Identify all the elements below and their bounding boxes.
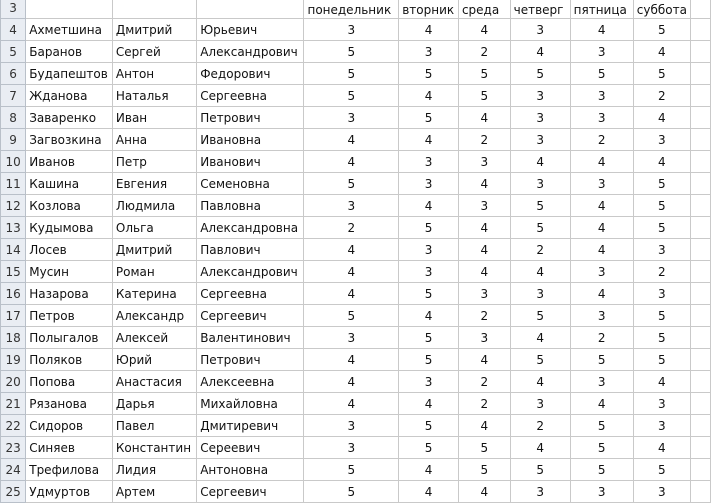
first-name-cell[interactable]: Дмитрий <box>112 19 196 41</box>
score-cell[interactable]: 4 <box>399 459 459 481</box>
score-cell[interactable]: 3 <box>399 371 459 393</box>
first-name-cell[interactable]: Лидия <box>112 459 196 481</box>
table-row <box>1 283 711 305</box>
score-cell[interactable]: 5 <box>458 437 510 459</box>
score-cell[interactable]: 5 <box>399 437 459 459</box>
table-row <box>1 195 711 217</box>
score-cell[interactable]: 4 <box>304 239 399 261</box>
table-row <box>1 349 711 371</box>
patronymic-cell[interactable]: Сергеевна <box>197 85 304 107</box>
score-cell[interactable]: 4 <box>458 349 510 371</box>
patronymic-cell[interactable]: Ивановна <box>197 129 304 151</box>
last-name-cell[interactable]: Заваренко <box>26 107 113 129</box>
table-row <box>1 239 711 261</box>
patronymic-cell[interactable]: Александровна <box>197 217 304 239</box>
score-cell[interactable]: 3 <box>570 371 633 393</box>
score-cell[interactable]: 2 <box>304 217 399 239</box>
score-cell[interactable]: 5 <box>458 459 510 481</box>
score-cell[interactable]: 2 <box>633 261 690 283</box>
first-name-cell[interactable]: Анна <box>112 129 196 151</box>
score-cell[interactable]: 5 <box>399 415 459 437</box>
last-name-cell[interactable]: Трефилова <box>26 459 113 481</box>
header-row <box>1 0 711 19</box>
first-name-cell[interactable]: Наталья <box>112 85 196 107</box>
last-name-cell[interactable]: Кашина <box>26 173 113 195</box>
cell[interactable] <box>690 129 710 151</box>
score-cell[interactable]: 4 <box>633 151 690 173</box>
cell[interactable] <box>690 19 710 41</box>
patronymic-cell[interactable]: Сергеевич <box>197 481 304 503</box>
table-row <box>1 371 711 393</box>
table-row <box>1 437 711 459</box>
score-cell[interactable]: 3 <box>510 85 570 107</box>
first-name-cell[interactable]: Артем <box>112 481 196 503</box>
first-name-cell[interactable]: Петр <box>112 151 196 173</box>
table-row <box>1 327 711 349</box>
score-cell[interactable]: 4 <box>458 217 510 239</box>
patronymic-cell[interactable]: Иванович <box>197 151 304 173</box>
last-name-cell[interactable]: Ахметшина <box>26 19 113 41</box>
table-row <box>1 129 711 151</box>
row-number[interactable]: 25 <box>1 481 26 503</box>
first-name-cell[interactable]: Катерина <box>112 283 196 305</box>
score-cell[interactable]: 3 <box>510 19 570 41</box>
score-cell[interactable]: 2 <box>570 129 633 151</box>
cell[interactable] <box>690 239 710 261</box>
cell[interactable] <box>690 85 710 107</box>
score-cell[interactable]: 2 <box>458 129 510 151</box>
score-cell[interactable]: 5 <box>510 305 570 327</box>
score-cell[interactable]: 4 <box>458 173 510 195</box>
first-name-cell[interactable]: Роман <box>112 261 196 283</box>
score-cell[interactable]: 3 <box>304 107 399 129</box>
score-cell[interactable]: 3 <box>570 481 633 503</box>
score-cell[interactable]: 3 <box>399 151 459 173</box>
score-cell[interactable]: 5 <box>510 63 570 85</box>
score-cell[interactable]: 3 <box>570 305 633 327</box>
score-cell[interactable]: 2 <box>458 305 510 327</box>
cell[interactable] <box>690 173 710 195</box>
first-name-cell[interactable]: Людмила <box>112 195 196 217</box>
last-name-cell[interactable]: Будапештов <box>26 63 113 85</box>
patronymic-cell[interactable]: Петрович <box>197 107 304 129</box>
score-cell[interactable]: 5 <box>633 195 690 217</box>
score-cell[interactable]: 4 <box>304 349 399 371</box>
score-cell[interactable]: 4 <box>510 437 570 459</box>
first-name-cell[interactable]: Иван <box>112 107 196 129</box>
score-cell[interactable]: 5 <box>633 349 690 371</box>
first-name-cell[interactable]: Павел <box>112 415 196 437</box>
patronymic-cell[interactable]: Антоновна <box>197 459 304 481</box>
score-cell[interactable]: 2 <box>510 239 570 261</box>
last-name-cell[interactable]: Удмуртов <box>26 481 113 503</box>
row-number[interactable]: 9 <box>1 129 26 151</box>
first-name-cell[interactable]: Александр <box>112 305 196 327</box>
cell[interactable] <box>690 107 710 129</box>
score-cell[interactable]: 3 <box>570 261 633 283</box>
row-number[interactable]: 15 <box>1 261 26 283</box>
row-number[interactable]: 21 <box>1 393 26 415</box>
score-cell[interactable]: 3 <box>304 415 399 437</box>
score-cell[interactable]: 2 <box>458 41 510 63</box>
score-cell[interactable]: 4 <box>510 371 570 393</box>
cell[interactable] <box>690 459 710 481</box>
score-cell[interactable]: 5 <box>304 481 399 503</box>
row-number[interactable]: 14 <box>1 239 26 261</box>
score-cell[interactable]: 5 <box>570 63 633 85</box>
score-cell[interactable]: 3 <box>510 283 570 305</box>
score-cell[interactable]: 3 <box>399 41 459 63</box>
score-cell[interactable]: 3 <box>633 283 690 305</box>
score-cell[interactable]: 3 <box>570 85 633 107</box>
patronymic-cell[interactable]: Алексеевна <box>197 371 304 393</box>
cell[interactable] <box>690 305 710 327</box>
table-row <box>1 41 711 63</box>
score-cell[interactable]: 5 <box>510 217 570 239</box>
score-cell[interactable]: 3 <box>633 129 690 151</box>
table-row <box>1 19 711 41</box>
score-cell[interactable]: 4 <box>458 107 510 129</box>
score-cell[interactable]: 3 <box>510 107 570 129</box>
score-cell[interactable]: 4 <box>399 85 459 107</box>
score-cell[interactable]: 4 <box>633 107 690 129</box>
patronymic-cell[interactable]: Семеновна <box>197 173 304 195</box>
table-row <box>1 481 711 503</box>
row-number[interactable]: 13 <box>1 217 26 239</box>
score-cell[interactable]: 4 <box>458 261 510 283</box>
score-cell[interactable]: 5 <box>633 63 690 85</box>
table-row <box>1 305 711 327</box>
row-number[interactable]: 19 <box>1 349 26 371</box>
last-name-cell[interactable]: Козлова <box>26 195 113 217</box>
patronymic-cell[interactable]: Валентинович <box>197 327 304 349</box>
score-cell[interactable]: 5 <box>399 107 459 129</box>
score-cell[interactable]: 5 <box>399 63 459 85</box>
cell[interactable] <box>690 371 710 393</box>
row-number[interactable]: 10 <box>1 151 26 173</box>
score-cell[interactable]: 5 <box>633 305 690 327</box>
score-cell[interactable]: 5 <box>510 349 570 371</box>
score-cell[interactable]: 4 <box>304 151 399 173</box>
score-cell[interactable]: 3 <box>399 173 459 195</box>
cell[interactable] <box>690 195 710 217</box>
score-cell[interactable]: 5 <box>633 217 690 239</box>
cell[interactable] <box>690 327 710 349</box>
score-cell[interactable]: 4 <box>570 393 633 415</box>
score-cell[interactable]: 2 <box>570 327 633 349</box>
score-cell[interactable]: 4 <box>304 283 399 305</box>
day-header-cell[interactable]: вторник <box>399 0 459 19</box>
last-name-cell[interactable]: Баранов <box>26 41 113 63</box>
row-number[interactable]: 3 <box>1 0 26 19</box>
patronymic-cell[interactable]: Павловна <box>197 195 304 217</box>
row-number[interactable]: 12 <box>1 195 26 217</box>
cell[interactable] <box>690 415 710 437</box>
score-cell[interactable]: 2 <box>633 85 690 107</box>
row-number[interactable]: 8 <box>1 107 26 129</box>
score-cell[interactable]: 3 <box>510 173 570 195</box>
score-cell[interactable]: 5 <box>399 217 459 239</box>
score-cell[interactable]: 5 <box>399 327 459 349</box>
row-number[interactable]: 6 <box>1 63 26 85</box>
patronymic-cell[interactable]: Михайловна <box>197 393 304 415</box>
score-cell[interactable]: 2 <box>458 371 510 393</box>
score-cell[interactable]: 3 <box>399 261 459 283</box>
score-cell[interactable]: 5 <box>304 459 399 481</box>
cell[interactable] <box>26 0 113 19</box>
first-name-cell[interactable]: Дмитрий <box>112 239 196 261</box>
score-cell[interactable]: 5 <box>304 85 399 107</box>
first-name-cell[interactable]: Анастасия <box>112 371 196 393</box>
patronymic-cell[interactable]: Федорович <box>197 63 304 85</box>
table-row <box>1 393 711 415</box>
score-cell[interactable]: 4 <box>304 129 399 151</box>
score-cell[interactable]: 4 <box>510 41 570 63</box>
score-cell[interactable]: 5 <box>399 349 459 371</box>
day-header-cell[interactable]: среда <box>458 0 510 19</box>
cell[interactable] <box>690 217 710 239</box>
score-cell[interactable]: 5 <box>304 63 399 85</box>
score-cell[interactable]: 3 <box>633 239 690 261</box>
score-cell[interactable]: 4 <box>399 129 459 151</box>
score-cell[interactable]: 5 <box>570 459 633 481</box>
score-cell[interactable]: 4 <box>304 371 399 393</box>
score-cell[interactable]: 4 <box>570 283 633 305</box>
last-name-cell[interactable]: Поляков <box>26 349 113 371</box>
last-name-cell[interactable]: Попова <box>26 371 113 393</box>
last-name-cell[interactable]: Сидоров <box>26 415 113 437</box>
first-name-cell[interactable]: Алексей <box>112 327 196 349</box>
score-cell[interactable]: 4 <box>633 371 690 393</box>
cell[interactable] <box>690 63 710 85</box>
score-cell[interactable]: 5 <box>633 19 690 41</box>
score-cell[interactable]: 4 <box>633 437 690 459</box>
patronymic-cell[interactable]: Сергеевич <box>197 305 304 327</box>
score-cell[interactable]: 4 <box>458 481 510 503</box>
score-cell[interactable]: 4 <box>458 415 510 437</box>
score-cell[interactable]: 3 <box>458 195 510 217</box>
score-cell[interactable]: 4 <box>304 261 399 283</box>
table-row <box>1 151 711 173</box>
last-name-cell[interactable]: Полыгалов <box>26 327 113 349</box>
last-name-cell[interactable]: Рязанова <box>26 393 113 415</box>
row-number[interactable]: 20 <box>1 371 26 393</box>
score-cell[interactable]: 2 <box>510 415 570 437</box>
cell[interactable] <box>690 151 710 173</box>
score-cell[interactable]: 3 <box>304 327 399 349</box>
patronymic-cell[interactable]: Александрович <box>197 41 304 63</box>
score-cell[interactable]: 3 <box>570 107 633 129</box>
score-cell[interactable]: 3 <box>304 437 399 459</box>
score-cell[interactable]: 4 <box>399 195 459 217</box>
score-cell[interactable]: 5 <box>510 459 570 481</box>
score-cell[interactable]: 4 <box>304 393 399 415</box>
patronymic-cell[interactable]: Дмитиревич <box>197 415 304 437</box>
score-cell[interactable]: 3 <box>510 129 570 151</box>
last-name-cell[interactable]: Иванов <box>26 151 113 173</box>
last-name-cell[interactable]: Лосев <box>26 239 113 261</box>
first-name-cell[interactable]: Дарья <box>112 393 196 415</box>
score-cell[interactable]: 3 <box>633 481 690 503</box>
patronymic-cell[interactable]: Петрович <box>197 349 304 371</box>
table-row <box>1 63 711 85</box>
first-name-cell[interactable]: Антон <box>112 63 196 85</box>
spreadsheet-body <box>1 0 711 503</box>
score-cell[interactable]: 5 <box>633 459 690 481</box>
score-cell[interactable]: 3 <box>570 41 633 63</box>
day-header-cell[interactable]: суббота <box>633 0 690 19</box>
table-row <box>1 217 711 239</box>
cell[interactable] <box>690 41 710 63</box>
score-cell[interactable]: 4 <box>510 327 570 349</box>
score-cell[interactable]: 5 <box>304 305 399 327</box>
row-number[interactable]: 18 <box>1 327 26 349</box>
day-header-cell[interactable]: четверг <box>510 0 570 19</box>
score-cell[interactable]: 5 <box>633 173 690 195</box>
score-cell[interactable]: 3 <box>458 151 510 173</box>
last-name-cell[interactable]: Назарова <box>26 283 113 305</box>
table-row <box>1 261 711 283</box>
score-cell[interactable]: 3 <box>633 415 690 437</box>
cell[interactable] <box>112 0 196 19</box>
last-name-cell[interactable]: Синяев <box>26 437 113 459</box>
score-cell[interactable]: 4 <box>399 305 459 327</box>
day-header-cell[interactable]: понедельник <box>304 0 399 19</box>
row-number[interactable]: 22 <box>1 415 26 437</box>
table-row <box>1 85 711 107</box>
score-cell[interactable]: 3 <box>304 195 399 217</box>
score-cell[interactable]: 4 <box>633 41 690 63</box>
row-number[interactable]: 4 <box>1 19 26 41</box>
score-cell[interactable]: 3 <box>510 393 570 415</box>
score-cell[interactable]: 2 <box>458 393 510 415</box>
score-cell[interactable]: 5 <box>458 63 510 85</box>
last-name-cell[interactable]: Загвозкина <box>26 129 113 151</box>
score-cell[interactable]: 4 <box>570 195 633 217</box>
patronymic-cell[interactable]: Юрьевич <box>197 19 304 41</box>
score-cell[interactable]: 4 <box>458 239 510 261</box>
score-cell[interactable]: 4 <box>399 19 459 41</box>
row-number[interactable]: 16 <box>1 283 26 305</box>
table-row <box>1 173 711 195</box>
last-name-cell[interactable]: Кудымова <box>26 217 113 239</box>
patronymic-cell[interactable]: Сереевич <box>197 437 304 459</box>
first-name-cell[interactable]: Юрий <box>112 349 196 371</box>
score-cell[interactable]: 3 <box>458 327 510 349</box>
row-number[interactable]: 24 <box>1 459 26 481</box>
first-name-cell[interactable]: Константин <box>112 437 196 459</box>
score-cell[interactable]: 4 <box>399 481 459 503</box>
score-cell[interactable]: 5 <box>399 283 459 305</box>
score-cell[interactable]: 4 <box>510 261 570 283</box>
patronymic-cell[interactable]: Александрович <box>197 261 304 283</box>
score-cell[interactable]: 4 <box>570 217 633 239</box>
score-cell[interactable]: 3 <box>399 239 459 261</box>
score-cell[interactable]: 5 <box>458 85 510 107</box>
score-cell[interactable]: 3 <box>570 173 633 195</box>
table-row <box>1 107 711 129</box>
score-cell[interactable]: 5 <box>570 437 633 459</box>
row-number[interactable]: 11 <box>1 173 26 195</box>
last-name-cell[interactable]: Мусин <box>26 261 113 283</box>
day-header-cell[interactable]: пятница <box>570 0 633 19</box>
cell[interactable] <box>690 283 710 305</box>
score-cell[interactable]: 4 <box>570 19 633 41</box>
patronymic-cell[interactable]: Павлович <box>197 239 304 261</box>
score-cell[interactable]: 3 <box>304 19 399 41</box>
last-name-cell[interactable]: Жданова <box>26 85 113 107</box>
cell[interactable] <box>690 261 710 283</box>
patronymic-cell[interactable]: Сергеевна <box>197 283 304 305</box>
table-row <box>1 459 711 481</box>
cell[interactable] <box>197 0 304 19</box>
score-cell[interactable]: 3 <box>458 283 510 305</box>
first-name-cell[interactable]: Евгения <box>112 173 196 195</box>
score-cell[interactable]: 4 <box>570 151 633 173</box>
score-cell[interactable]: 4 <box>399 393 459 415</box>
row-number[interactable]: 23 <box>1 437 26 459</box>
score-cell[interactable]: 5 <box>304 41 399 63</box>
row-number[interactable]: 5 <box>1 41 26 63</box>
first-name-cell[interactable]: Сергей <box>112 41 196 63</box>
score-cell[interactable]: 5 <box>633 327 690 349</box>
score-cell[interactable]: 5 <box>304 173 399 195</box>
table-row <box>1 415 711 437</box>
row-number[interactable]: 17 <box>1 305 26 327</box>
score-cell[interactable]: 4 <box>570 239 633 261</box>
last-name-cell[interactable]: Петров <box>26 305 113 327</box>
cell[interactable] <box>690 349 710 371</box>
row-number[interactable]: 7 <box>1 85 26 107</box>
cell[interactable] <box>690 393 710 415</box>
score-cell[interactable]: 5 <box>570 415 633 437</box>
score-cell[interactable]: 4 <box>510 151 570 173</box>
score-cell[interactable]: 3 <box>633 393 690 415</box>
first-name-cell[interactable]: Ольга <box>112 217 196 239</box>
score-cell[interactable]: 3 <box>510 481 570 503</box>
score-cell[interactable]: 5 <box>570 349 633 371</box>
cell[interactable] <box>690 0 710 19</box>
score-cell[interactable]: 4 <box>458 19 510 41</box>
score-cell[interactable]: 5 <box>510 195 570 217</box>
cell[interactable] <box>690 437 710 459</box>
cell[interactable] <box>690 481 710 503</box>
